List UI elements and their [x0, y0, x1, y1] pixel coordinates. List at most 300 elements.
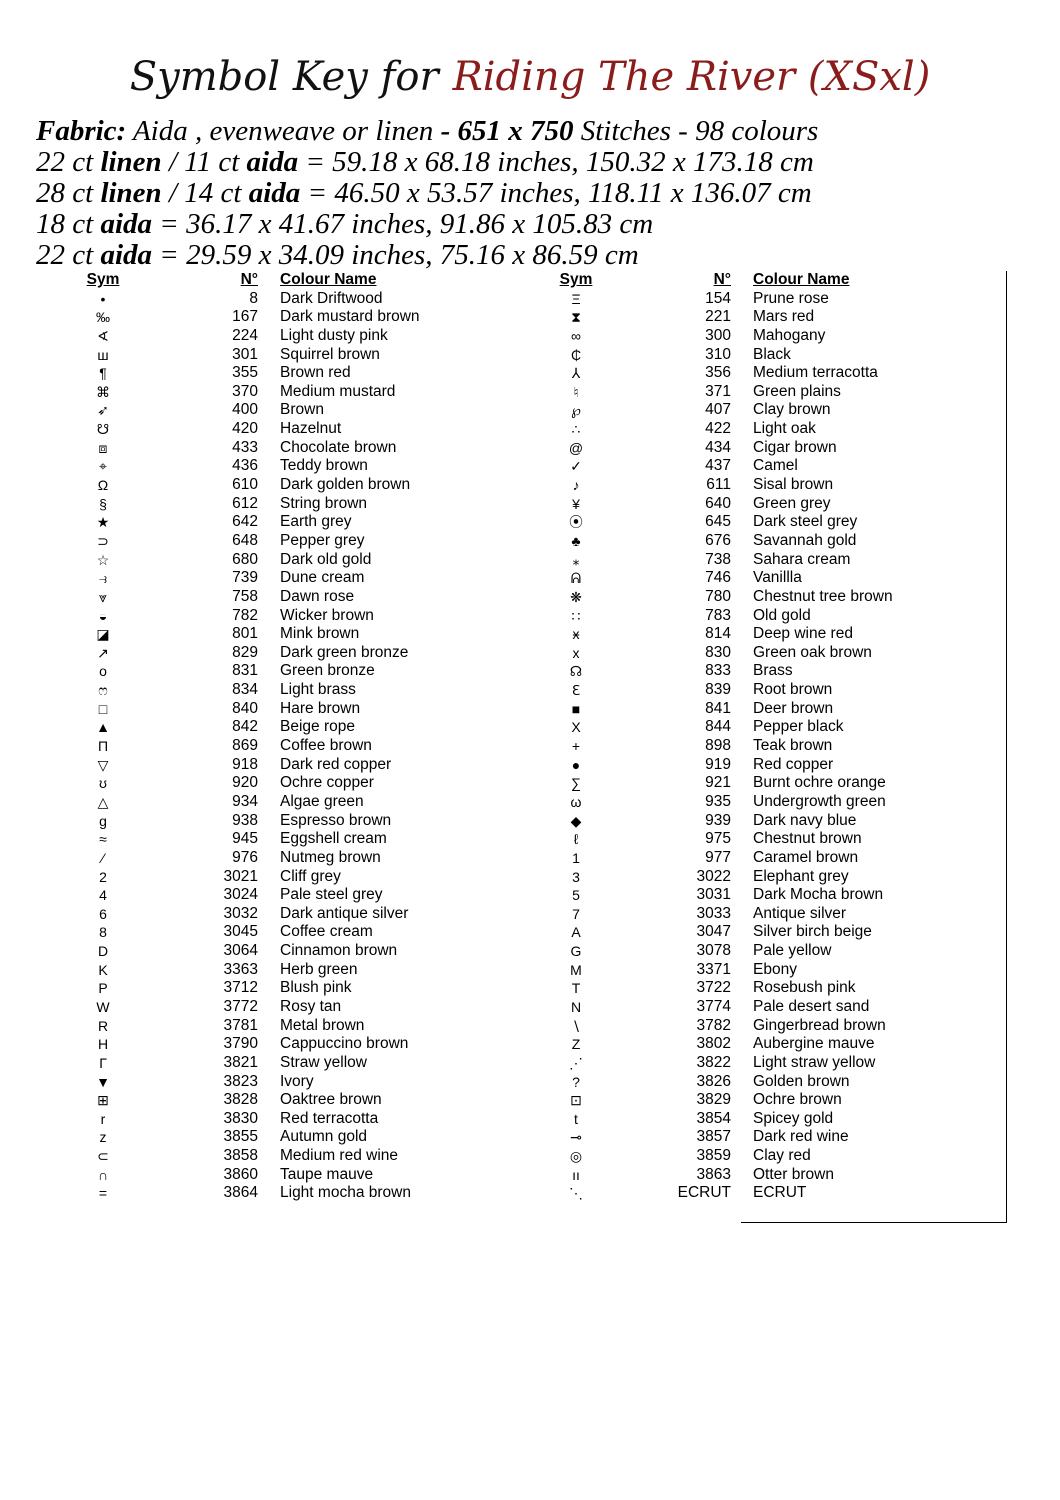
symbol-cell: Г [99, 1054, 107, 1071]
colour-name-cell: Light oak [753, 420, 816, 438]
table-row [80, 979, 500, 998]
number-cell: 437 [705, 457, 731, 475]
number-cell: 610 [232, 476, 258, 494]
number-cell: 400 [232, 401, 258, 419]
colour-name-cell: Root brown [753, 681, 833, 699]
table-row [80, 551, 500, 570]
symbol-cell: ▼ [96, 1073, 110, 1090]
number-cell: 356 [705, 364, 731, 382]
number-cell: 3855 [223, 1128, 258, 1146]
symbol-cell: = [98, 1185, 108, 1202]
symbol-cell: △ [97, 793, 109, 810]
colour-name-cell: Dark old gold [280, 550, 372, 568]
symbol-cell: ⧈ [98, 439, 108, 456]
table-row [80, 998, 500, 1017]
number-cell: 844 [705, 718, 731, 736]
number-cell: 801 [232, 625, 258, 643]
symbol-cell: ◎ [569, 1148, 583, 1165]
colour-name-cell: Oaktree brown [280, 1091, 382, 1109]
table-row [80, 1017, 500, 1036]
table-border-right [1006, 271, 1007, 1223]
symbol-cell: ☆ [96, 551, 110, 568]
symbol-table-left [80, 271, 500, 1203]
colour-name-cell: Dark steel grey [753, 513, 858, 531]
colour-name-cell: Dark red wine [753, 1128, 849, 1146]
symbol-cell: A [571, 924, 581, 941]
spec-line-4-b: aida [100, 208, 152, 240]
table-row [80, 830, 500, 849]
number-cell: 841 [705, 699, 731, 717]
table-row [80, 886, 500, 905]
colour-name-cell: Ivory [280, 1072, 314, 1090]
number-cell: 919 [705, 755, 731, 773]
spec-line-3-b: linen [100, 177, 162, 209]
number-cell: 3829 [696, 1091, 731, 1109]
table-row [80, 1147, 500, 1166]
symbol-cell: G [570, 943, 582, 960]
number-cell: 3022 [696, 867, 731, 885]
header-number: N° [713, 271, 731, 288]
table-row [80, 718, 500, 737]
symbol-cell: ⁄ [101, 849, 105, 866]
number-cell: 3031 [696, 886, 731, 904]
symbol-cell: □ [98, 700, 108, 717]
number-cell: 3802 [696, 1035, 731, 1053]
number-cell: 611 [706, 476, 731, 494]
number-cell: 3858 [223, 1147, 258, 1165]
symbol-cell: T [571, 980, 581, 997]
table-row [80, 662, 500, 681]
table-row [80, 1073, 500, 1092]
number-cell: 640 [705, 494, 731, 512]
colour-name-cell: Sisal brown [753, 476, 834, 494]
number-cell: 3024 [223, 886, 258, 904]
colour-name-cell: Cappuccino brown [280, 1035, 409, 1053]
symbol-cell: ∩ [97, 1166, 109, 1183]
table-row [80, 756, 500, 775]
symbol-cell: ■ [571, 700, 581, 717]
symbol-cell: ∴ [571, 421, 581, 438]
symbol-cell: ⦿ [569, 514, 583, 531]
colour-name-cell: Light straw yellow [753, 1053, 876, 1071]
colour-name-cell: Elephant grey [753, 867, 849, 885]
spec-line-2-b: linen [100, 146, 162, 178]
table-row [553, 588, 973, 607]
symbol-cell: ♪ [572, 477, 580, 494]
table-row [80, 588, 500, 607]
table-row [553, 830, 973, 849]
table-row [553, 793, 973, 812]
table-row [80, 364, 500, 383]
table-row [80, 476, 500, 495]
number-cell: 814 [705, 625, 731, 643]
symbol-cell: 8 [99, 924, 107, 941]
symbol-cell: 5 [572, 887, 580, 904]
number-cell: 167 [232, 308, 258, 326]
number-cell: 3781 [223, 1016, 258, 1034]
symbol-cell: o [99, 663, 107, 680]
symbol-cell: ➶ [97, 402, 109, 419]
colour-name-cell: Algae green [280, 792, 364, 810]
number-cell: 676 [705, 531, 731, 549]
number-cell: 976 [232, 848, 258, 866]
symbol-cell: @ [568, 439, 584, 456]
symbol-cell: ⌖ [99, 458, 107, 475]
symbol-cell: ℘ [571, 402, 581, 419]
symbol-cell: ⊸ [570, 1129, 582, 1146]
number-cell: 3782 [696, 1016, 731, 1034]
number-cell: 918 [232, 755, 258, 773]
number-cell: 839 [705, 681, 731, 699]
table-row [80, 1110, 500, 1129]
table-row [553, 625, 973, 644]
spec-line-5-b: aida [100, 239, 152, 271]
colour-name-cell: Chestnut tree brown [753, 587, 893, 605]
symbol-cell: W [96, 998, 110, 1015]
symbol-cell: ❋ [570, 588, 582, 605]
colour-name-cell: Ochre copper [280, 774, 374, 792]
symbol-cell: D [97, 943, 109, 960]
table-row [553, 569, 973, 588]
spec-line-2-a: 22 ct [36, 146, 101, 178]
colour-name-cell: Cliff grey [280, 867, 341, 885]
spec-line-4 [36, 209, 1046, 240]
colour-name-cell: Vanillla [753, 569, 802, 587]
number-cell: 3854 [696, 1109, 731, 1127]
number-cell: 834 [232, 681, 258, 699]
symbol-cell: ⧗ [571, 309, 581, 326]
colour-name-cell: Burnt ochre orange [753, 774, 886, 792]
symbol-cell: Π [97, 738, 109, 755]
colour-name-cell: Teak brown [753, 737, 833, 755]
symbol-cell: ₵ [570, 346, 582, 363]
table-row [553, 532, 973, 551]
number-cell: 648 [232, 531, 258, 549]
table-row [553, 662, 973, 681]
colour-name-cell: Chocolate brown [280, 438, 397, 456]
number-cell: 738 [705, 550, 731, 568]
spec-line-4-a: 18 ct [36, 208, 101, 240]
colour-name-cell: Camel [753, 457, 798, 475]
symbol-cell: ☊ [569, 663, 583, 680]
colour-name-cell: Espresso brown [280, 811, 392, 829]
symbol-cell: ∑ [571, 775, 581, 792]
colour-name-cell: Brass [753, 662, 793, 680]
table-row [80, 290, 500, 309]
table-row [553, 812, 973, 831]
table-row [80, 961, 500, 980]
colour-name-cell: Dark navy blue [753, 811, 857, 829]
table-row [553, 868, 973, 887]
number-cell: 3045 [223, 923, 258, 941]
table-row [553, 644, 973, 663]
table-border-bottom [741, 1222, 1007, 1223]
symbol-cell: 1 [572, 849, 580, 866]
colour-name-cell: Light mocha brown [280, 1184, 411, 1202]
number-cell: 3830 [223, 1109, 258, 1127]
table-row [553, 551, 973, 570]
symbol-table-right [553, 271, 973, 1203]
table-row [80, 308, 500, 327]
number-cell: 3021 [223, 867, 258, 885]
number-cell: 3064 [223, 942, 258, 960]
symbol-cell: ¥ [572, 495, 580, 512]
spec-line-3 [36, 178, 1046, 209]
header-sym: Sym [559, 271, 593, 288]
symbol-cell: ℓ [573, 831, 579, 848]
symbol-cell: M [570, 961, 582, 978]
number-cell: 301 [232, 345, 258, 363]
page-title [0, 54, 1060, 100]
table-row [80, 681, 500, 700]
table-row [553, 476, 973, 495]
table-row [553, 439, 973, 458]
colour-name-cell: Pepper grey [280, 531, 365, 549]
number-cell: 300 [705, 326, 731, 344]
table-row [80, 793, 500, 812]
header-sym: Sym [86, 271, 120, 288]
number-cell: 945 [232, 830, 258, 848]
table-row [553, 1073, 973, 1092]
colour-name-cell: Undergrowth green [753, 792, 886, 810]
table-row [553, 513, 973, 532]
table-row [80, 1184, 500, 1203]
number-cell: 3860 [223, 1165, 258, 1183]
symbol-cell: ‰ [96, 309, 110, 326]
number-cell: 3032 [223, 904, 258, 922]
number-cell: 434 [705, 438, 731, 456]
table-row [553, 457, 973, 476]
number-cell: 3828 [223, 1091, 258, 1109]
number-cell: 154 [705, 289, 731, 307]
table-row [553, 756, 973, 775]
symbol-cell: 7 [572, 905, 580, 922]
symbol-cell: x [572, 644, 580, 661]
spec-line-2-c: / 11 ct [161, 146, 247, 178]
symbol-cell: ⊃ [97, 532, 109, 549]
number-cell: 3821 [223, 1053, 258, 1071]
spec-fabric-label: Fabric: [36, 115, 127, 147]
symbol-cell: 2 [99, 868, 107, 885]
number-cell: 420 [232, 420, 258, 438]
symbol-cell: 3 [572, 868, 580, 885]
colour-name-cell: Wicker brown [280, 606, 374, 624]
symbol-cell: ӿ [572, 626, 580, 643]
table-row [553, 923, 973, 942]
number-cell: 830 [705, 643, 731, 661]
table-body-left [80, 290, 500, 1203]
colour-name-cell: Coffee cream [280, 923, 373, 941]
number-cell: 780 [705, 587, 731, 605]
number-cell: 371 [705, 382, 731, 400]
number-cell: 436 [232, 457, 258, 475]
symbol-cell: K [98, 961, 108, 978]
symbol-cell: ◒ [98, 607, 108, 624]
number-cell: 842 [232, 718, 258, 736]
colour-name-cell: Teddy brown [280, 457, 368, 475]
colour-name-cell: Dawn rose [280, 587, 355, 605]
colour-name-cell: Gingerbread brown [753, 1016, 886, 1034]
symbol-cell: ᕱ [570, 570, 582, 587]
table-row [553, 1035, 973, 1054]
symbol-cell: ✓ [570, 458, 582, 475]
table-body-right [553, 290, 973, 1203]
table-row [553, 886, 973, 905]
table-row [553, 308, 973, 327]
number-cell: 3772 [223, 997, 258, 1015]
number-cell: 920 [232, 774, 258, 792]
table-row [80, 1128, 500, 1147]
symbol-cell: ⁎ [572, 551, 580, 568]
table-row [80, 905, 500, 924]
colour-name-cell: Cinnamon brown [280, 942, 398, 960]
symbol-cell: ◆ [570, 812, 582, 829]
table-row [553, 849, 973, 868]
table-row [553, 1184, 973, 1203]
colour-name-cell: Straw yellow [280, 1053, 367, 1071]
symbol-cell: X [571, 719, 581, 736]
number-cell: 869 [232, 737, 258, 755]
symbol-cell: ∷ [571, 607, 581, 624]
table-row [553, 1147, 973, 1166]
number-cell: 831 [232, 662, 258, 680]
colour-name-cell: Brown red [280, 364, 351, 382]
symbol-cell: Ω [97, 477, 109, 494]
colour-name-cell: Deep wine red [753, 625, 853, 643]
symbol-cell: ☋ [96, 421, 110, 438]
symbol-cell: • [100, 290, 106, 307]
number-cell: 783 [705, 606, 731, 624]
colour-name-cell: Chestnut brown [753, 830, 862, 848]
table-row [553, 942, 973, 961]
table-row [80, 457, 500, 476]
symbol-cell: ıı [572, 1166, 580, 1183]
colour-name-cell: Otter brown [753, 1165, 834, 1183]
colour-name-cell: Green oak brown [753, 643, 872, 661]
number-cell: 934 [232, 792, 258, 810]
table-row [553, 1110, 973, 1129]
symbol-cell: ≈ [99, 831, 107, 848]
spec-fabric-text: Aida , evenweave or linen [126, 115, 441, 147]
number-cell: 758 [232, 587, 258, 605]
table-row [80, 383, 500, 402]
symbol-cell: ∞ [571, 327, 581, 344]
colour-name-cell: Old gold [753, 606, 811, 624]
number-cell: 433 [232, 438, 258, 456]
colour-name-cell: Clay red [753, 1147, 811, 1165]
number-cell: 3857 [696, 1128, 731, 1146]
symbol-cell: P [98, 980, 108, 997]
spec-fabric [36, 116, 1046, 147]
number-cell: 3774 [696, 997, 731, 1015]
number-cell: 3363 [223, 960, 258, 978]
table-row [553, 495, 973, 514]
symbol-cell: ¶ [99, 365, 107, 382]
colour-name-cell: Pale yellow [753, 942, 832, 960]
spec-line-2 [36, 147, 1046, 178]
number-cell: 3047 [696, 923, 731, 941]
symbol-cell: ▲ [96, 719, 110, 736]
colour-name-cell: Caramel brown [753, 848, 859, 866]
colour-name-cell: Rosy tan [280, 997, 342, 1015]
symbol-cell: ш [97, 346, 109, 363]
table-row [553, 401, 973, 420]
number-cell: 224 [232, 326, 258, 344]
symbol-cell: Ξ [571, 290, 581, 307]
table-row [80, 1054, 500, 1073]
symbol-cell: N [570, 998, 582, 1015]
colour-name-cell: Dark green bronze [280, 643, 409, 661]
number-cell: 645 [705, 513, 731, 531]
header-number: N° [240, 271, 258, 288]
table-row [553, 979, 973, 998]
table-row [553, 718, 973, 737]
table-row [80, 346, 500, 365]
table-row [80, 1166, 500, 1185]
table-row [80, 513, 500, 532]
number-cell: 3790 [223, 1035, 258, 1053]
colour-name-cell: Pepper black [753, 718, 844, 736]
symbol-cell: ▽ [97, 756, 109, 773]
symbol-cell: + [571, 738, 581, 755]
table-row [80, 532, 500, 551]
colour-name-cell: Autumn gold [280, 1128, 368, 1146]
symbol-cell: ⋰ [569, 1054, 583, 1071]
colour-name-cell: Hare brown [280, 699, 361, 717]
spec-line-3-c: / 14 ct [161, 177, 249, 209]
spec-line-2-e: = 59.18 x 68.18 inches, 150.32 x 173.18 cm [298, 146, 814, 178]
table-row [553, 961, 973, 980]
symbol-cell: ෆ [98, 682, 108, 699]
colour-name-cell: String brown [280, 494, 368, 512]
colour-name-cell: Mink brown [280, 625, 360, 643]
number-cell: 3823 [223, 1072, 258, 1090]
symbol-cell: R [97, 1017, 109, 1034]
spec-fabric-dash: - [440, 115, 458, 147]
number-cell: 3722 [696, 979, 731, 997]
table-row [553, 420, 973, 439]
number-cell: 355 [232, 364, 258, 382]
number-cell: 680 [232, 550, 258, 568]
number-cell: 3712 [223, 979, 258, 997]
table-row [80, 420, 500, 439]
symbol-cell: ↗ [97, 644, 109, 661]
symbol-cell: ⌘ [96, 383, 110, 400]
colour-name-cell: Clay brown [753, 401, 831, 419]
colour-name-cell: Medium red wine [280, 1147, 399, 1165]
table-row [553, 774, 973, 793]
table-row [80, 700, 500, 719]
symbol-cell: Z [571, 1036, 581, 1053]
colour-name-cell: Taupe mauve [280, 1165, 374, 1183]
spec-line-3-e: = 46.50 x 53.57 inches, 118.11 x 136.07 cm [300, 177, 812, 209]
colour-name-cell: Metal brown [280, 1016, 365, 1034]
table-row [80, 812, 500, 831]
table-row [553, 737, 973, 756]
number-cell: 407 [705, 401, 731, 419]
symbol-cell: ⊡ [570, 1092, 582, 1109]
symbol-cell: z [99, 1129, 107, 1146]
symbol-cell: H [97, 1036, 109, 1053]
colour-name-cell: Silver birch beige [753, 923, 872, 941]
number-cell: 829 [232, 643, 258, 661]
colour-name-cell: Spicey gold [753, 1109, 834, 1127]
number-cell: 921 [705, 774, 731, 792]
symbol-cell: § [99, 495, 107, 512]
table-row [553, 1166, 973, 1185]
symbol-cell: ♮ [573, 383, 579, 400]
number-cell: ECRUT [677, 1184, 731, 1202]
